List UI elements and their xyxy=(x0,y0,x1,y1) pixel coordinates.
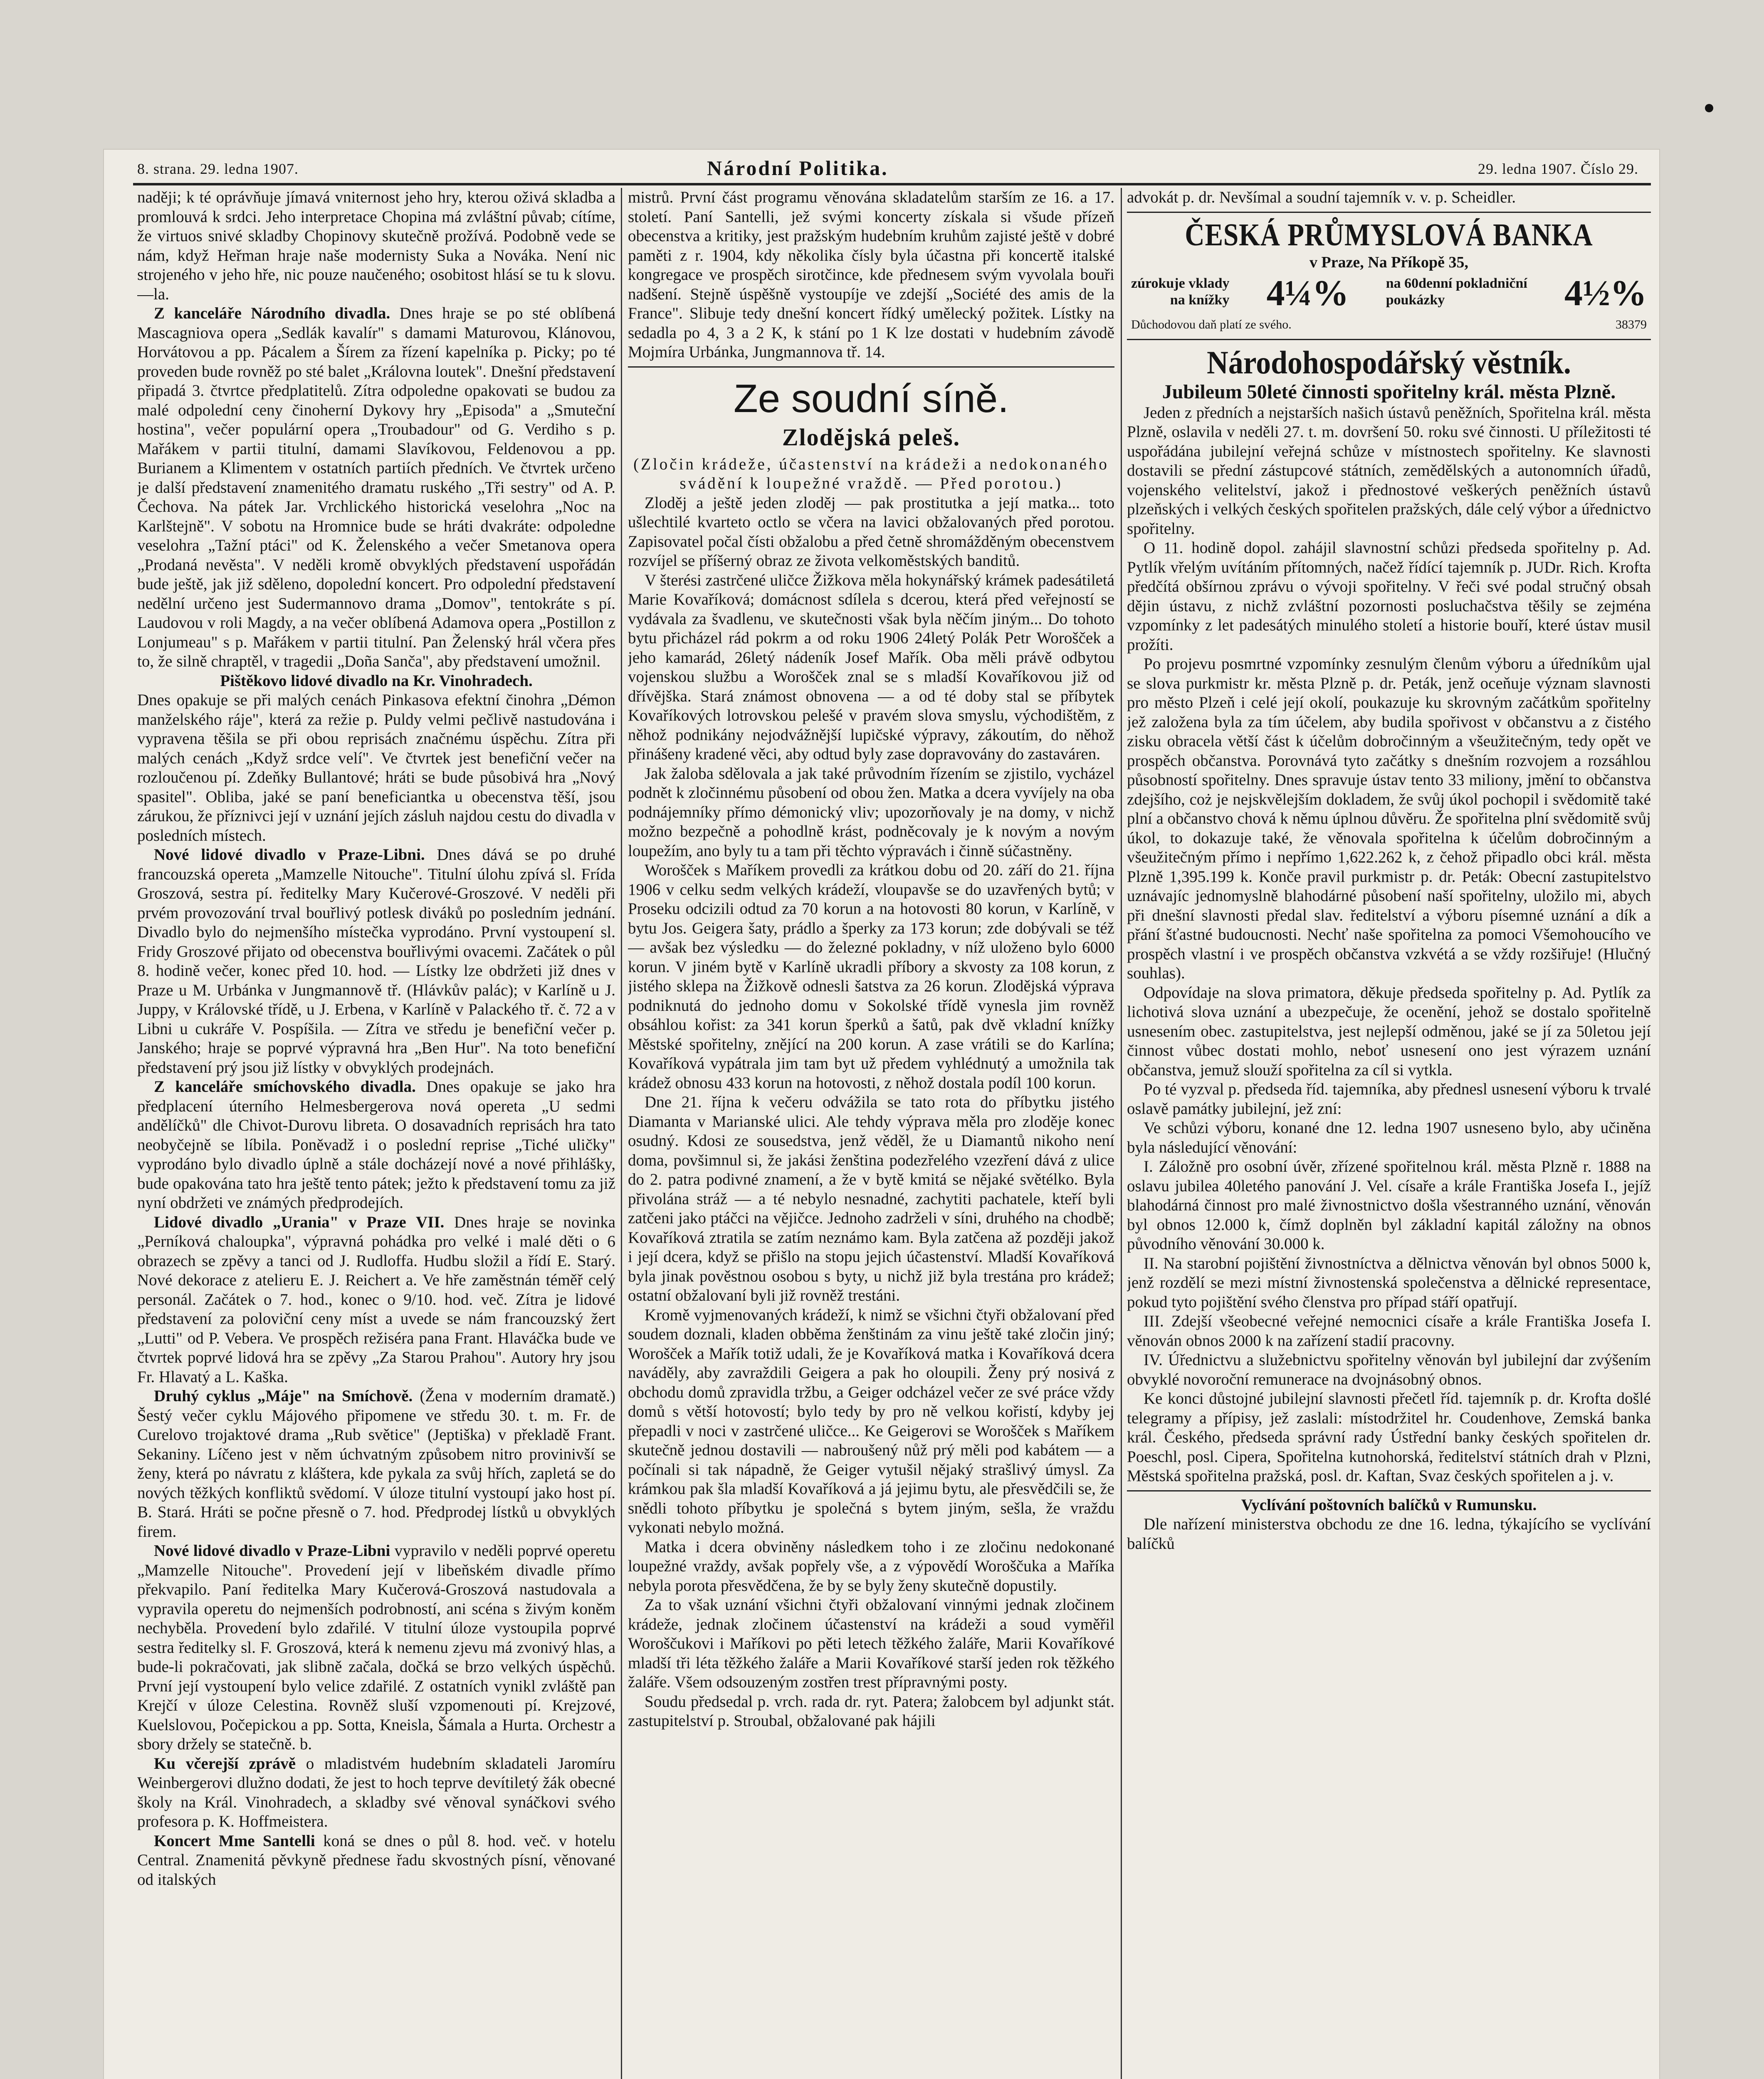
article-lead: (Zločin krádeže, účastenství na krádeži a nedokonaného svádění k loupežné vraždě. — Před porotou.) xyxy=(633,455,1109,492)
section-heading: Lidové divadlo „Urania" v Praze VII. xyxy=(154,1213,445,1231)
masthead: Národní Politika. xyxy=(707,156,889,180)
article-text: O 11. hodině dopol. zahájil slavnostní schůzi předseda spořitelny p. Ad. Pytlík vřelým uvítáním přítomných, načež řídící tajemník p. JUDr. Rich. Krofta předčítá obšírnou zprávu o vývoji spořitelny. V řeči své podal stručný obsah dějin ústavu, z nichž zvláštní pozornosti posluchačstva těšily se zejména vzpomínky z let padesátých minulého století a historie bouří, které ústav musil prožíti. xyxy=(1127,539,1651,654)
article-text: Dle nařízení ministerstva obchodu ze dne 16. ledna, týkajícího se vyclívání balíčků xyxy=(1127,1515,1651,1553)
article-text: o mladistvém hudebním skladateli Jaromíru Weinbergerovi dlužno dodati, že jest to hoch teprve devítiletý žák obecné školy na Král. Vinohradech, a skladby své věnoval synáčkovi svého profesora p. K. Hoffmeistera. xyxy=(137,1754,615,1830)
article-text: Kromě vyjmenovaných krádeží, k nimž se všichni čtyři obžalovaní před soudem doznali, kladen obběma ženštinám za vinu ještě také zločin jiný; Worošček a Mařík totiž udali, že je Kovaříková matka i Kovaříková dcera naváděly, aby zavraždili Geigera a pak ho oloupili. Ženy prý nosivá z obchodu domů zpravidla tržbu, a Geiger odcházel večer ze své práce vždy domů s větší hotovostí; bylo tedy by pro ně velkou kořistí, kdyby jej přepadli v noci v zastrčené uličce... Ke Geigerovi se Worošček s Maříkem skutečně jednou dostavili — nabroušený nůž prý měli pod kabátem — a počínali si tak nápadně, že Geiger vytušil nějaký strašlivý úmysl. Za krámkou pak šla mladší Kovaříková a já jejimu bytu, ale přesvědčili se, že snědli tohoto příbytku je společná s bytem jiným, sešla, že vraždu vykonati nebylo možná. xyxy=(628,1306,1114,1536)
section-heading: Druhý cyklus „Máje" na Smíchově. xyxy=(154,1387,413,1405)
section-title: Ze soudní síně. xyxy=(734,376,1009,421)
section-heading: Ku včerejší zprávě xyxy=(154,1754,296,1773)
section-divider xyxy=(1127,212,1651,213)
article-text: Za to však uznání všichni čtyři obžalovaní vinnými jednak zločinem krádeže, jednak zločinem účastenství na krádeži a soud vyměřil Woroščukovi i Maříkovi po pěti letech těžkého žaláře, Marii Kovaříkové mladší tři léta těžkého žaláře a Marii Kovaříkové starší jeden rok těžkého žaláře. Všem odsouzeným zostřen trest přípravnými posty. xyxy=(628,1596,1114,1691)
section-heading: Nové lidové divadlo v Praze-Libni xyxy=(154,1542,390,1560)
section-divider xyxy=(1127,339,1651,340)
article-text: II. Na starobní pojištění živnostníctva a dělnictva věnován byl obnos 5000 k, jenž rozdělí se mezi místní živnostenská společenstva a dělnické representace, pokud tyto pojištění svého členstva pro případ stáří opatřují. xyxy=(1127,1254,1651,1311)
column-2 xyxy=(628,188,1114,2079)
section-heading: Z kanceláře smíchovského divadla. xyxy=(154,1078,416,1096)
article-text: Worošček s Maříkem provedli za krátkou dobu od 20. září do 21. října 1906 v celku sedm velkých krádeží, vloupavše se do uzavřených bytů; v Proseku odcizili odtud za 70 korun a na hotovosti 80 korun, v Karlíně, v bytu Jos. Geigera šaty, prádlo a šperky za 173 korun; zde dobývali se též — avšak bez výsledku — do železné pokladny, v níž uloženo bylo 6000 korun. V jiném bytě v Karlíně ukradli příbory a skvosty za 108 korun, z jistého sklepa na Žižkově odnesli šatstva za 26 korun. Zlodějská výprava podniknutá do jednoho domu v Sokolské třídě vynesla jim rovněž obsáhlou kořist: za 341 korun šperků a šatů, pak dvě vkladní knížky Městské spořitelny, znějící na 200 korun. A zase vrátili se do Karlína; Kovaříková vypátrala jim tam byt už předem vyhlédnutý a umožnila tak krádež obnosu 433 korun na hotovosti, z něhož dostala podíl 100 korun. xyxy=(628,861,1114,1092)
ad-number: 38379 xyxy=(1616,318,1647,331)
article-text: Ke konci důstojné jubilejní slavnosti přečetl říd. tajemník p. dr. Krofta došlé telegramy a přípisy, jež zaslali: místodržitel hr. Coudenhove, Zemská banka král. Českého, předseda správní rady Ústřední banky českých spořitelen dr. Poeschl, posl. Cipera, Spořitelna kutnohorská, ředitelství státních drah v Plzni, Městská spořitelna pražská, posl. dr. Kaftan, Svaz českých spořitelen a j. v. xyxy=(1127,1390,1651,1485)
article-text: III. Zdejší všeobecné veřejné nemocnici císaře a krále Františka Josefa I. věnován obnos 2000 k na zařízení stadií pracovny. xyxy=(1127,1312,1651,1350)
bond-label-2: poukázky xyxy=(1386,292,1445,308)
article-text: Dnes opakuje se při malých cenách Pinkasova efektní činohra „Démon manželského ráje", která za režie p. Puldy velmi pečlivě nastudována i vypravena těšila se při obou reprisách značnému úspěchu. Zítra při malých cenách „Když srdce velí". Ve čtvrtek jest benefiční večer na rozloučenou pí. Zdeňky Bullantové; hráti se bude působivá hra „Nový spasitel". Obliba, jaké se paní beneficiantka u obecenstva těší, jsou zárukou, že příznivci její v uznání jejích zásluh najdou cestu do divadla v posledních místech. xyxy=(137,691,615,844)
article-text: Zloděj a ještě jeden zloděj — pak prostitutka a její matka... toto ušlechtilé kvarteto octlo se včera na lavici obžalovaných před porotou. Zapisovatel počal čísti obžalobu a před četně shromážděným obecenstvem rozvíjel se příšerný obraz ze života velkoměstských banditů. xyxy=(628,494,1114,570)
bond-rate: 4½% xyxy=(1564,273,1647,314)
article-text: Odpovídaje na slova primatora, děkuje předseda spořitelny p. Ad. Pytlík za lichotivá slova uznání a ubezpečuje, že ocenění, jehož se dostalo spořitelně usnesením obec. zastupitelstva, jest nejlepší odměnou, jaké se jí za 50letou její činnost vůbec dostati mohlo, neboť usnesení ono jest výrazem uznání občanstva, jemuž slouží spořitelna za cíl si vytkla. xyxy=(1127,983,1651,1079)
article-text: Dnes hraje se novinka „Perníková chaloupka", výpravná pohádka pro velké i malé děti o 6 obrazech se zpěvy a tanci od J. Rudloffa. Hudbu složil a řídí E. Starý. Nové dekorace z atelieru E. J. Reichert a. Ve hře zaměstnán téměř celý personál. Začátek o 7. hod., konec o 9/10. hod. več. Zítra je lidové představení za poloviční ceny míst a uvede se nám francouzský žert „Lutti" od P. Vebera. Ve prospěch režiséra pana Frant. Hlaváčka bude ve čtvrtek poprvé lidová hra se zpěvy „Za Starou Prahou". Autory hry jsou Fr. Hlavatý a L. Kaška. xyxy=(137,1213,615,1386)
article-text: I. Záložně pro osobní úvěr, zřízené spořitelnou král. města Plzně r. 1888 na oslavu jubilea 40letého panování J. Vel. císaře a krále Františka Josefa I., jejíž blahodárná činnost pro malé živnostnictvo došla všestranného uznání, věnován byl obnos 12.000 k, čímž doplněn byl základní kapitál záložny na obnos původního věnování 30.000 k. xyxy=(1127,1158,1651,1253)
article-text: Ve schůzi výboru, konané dne 12. ledna 1907 usneseno bylo, aby učiněna byla následující věnování: xyxy=(1127,1119,1651,1156)
article-text: Dnes dává se po druhé francouzská opereta „Mamzelle Nitouche". Titulní úlohu zpívá sl. Frída Groszová, sestra pí. ředitelky Mary Kučerové-Groszové. V neděli při prvém provozování trval bouřlivý potlesk diváků po posledním jednání. Divadlo bylo do nejmenšího místečka vyprodáno. První vystoupení sl. Fridy Groszové přijato od obecenstva bouřlivými ovacemi. Začátek o půl 8. hodině večer, konec před 10. hod. — Lístky lze obdržeti již dnes v Praze u M. Urbánka v Jungmannově tř. (Hlávkův palác); v Karlíně u J. Juppy, v Královské třídě, u J. Erbena, v Karlíně v Palackého tř. č. 72 a v Libni u cukráře V. Pospíšila. — Zítra ve středu je benefiční večer p. Janského; hraje se poprvé výpravná hra „Ben Hur". Na toto benefiční představení prý jsou již lístky v obvyklých prodejnách. xyxy=(137,846,615,1077)
article-text: Jak žaloba sdělovala a jak také průvodním řízením se zjistilo, vycházel podnět k zločinnému působení od obou žen. Matka a dcera vyvíjely na oba podnájemníky přímo démonický vliv; upozorňovaly je na domy, v nichž možno bezpečně a pohodlně krást, podněcovaly je k novým a novým loupežím, ano byly tu a tam při těchto výpravách i činně súčastněny. xyxy=(628,764,1114,860)
column-1 xyxy=(137,188,615,2079)
bank-address: v Praze, Na Příkopě 35, xyxy=(1309,253,1469,271)
article-text: Dnes opakuje se jako hra předplacení úterního Helmesbergerova nová opereta „U sedmi andělíčků" dle Chivot-Durovu libreta. O dosavadních reprisách hra tato neobyčejně se líbila. Poněvadž i o poslední reprise „Tiché uličky" vyprodáno bylo divadlo úplně a stále docházejí nové a nové přihlášky, bude opakována tato hra ještě tento pátek; ježto k představení tomu za již nyní obdržeti ve známých předprodejích. xyxy=(137,1078,615,1212)
article-text: koná se dnes o půl 8. hod. več. v hotelu Central. Znamenitá pěvkyně přednese řadu skvostných písní, věnované od italských xyxy=(137,1832,615,1889)
section-heading: Vyclívání poštovních balíčků v Rumunsku. xyxy=(1241,1496,1537,1514)
section-heading: Z kanceláře Národního divadla. xyxy=(154,304,390,322)
article-text: vypravilo v neděli poprvé operetu „Mamzelle Nitouche". Provedení její v libeňském divadle přímo překvapilo. Paní ředitelka Mary Kučerová-Groszová nastudovala a vypravila operetu do nejmenších podrobností, ani scéna s živým koněm nechyběla. Provedení bylo zdařilé. V titulní úloze vystoupila poprvé sestra ředitelky sl. F. Groszová, která k nemenu zjevu má zvonivý hlas, a bude-li pokračovati, jak slibně začala, dočká se brzo velkých úspěchů. První její vystoupení bylo velice zdařilé. Z ostatních vynikl zvláště pan Krejčí v úloze Celestina. Rovněž sluší vzpomenouti pí. Krejzové, Kuelslovou, Počepickou a pp. Sotta, Kneisla, Šámala a Hurta. Orchestr a sbory držely se statečně. b. xyxy=(137,1542,615,1753)
section-heading: Pištěkovo lidové divadlo na Kr. Vinohradech. xyxy=(220,672,533,690)
section-heading: Nové lidové divadlo v Praze-Libni. xyxy=(154,846,425,864)
article-text: IV. Úřednictvu a služebnictvu spořitelny věnován byl jubilejní dar zvýšením obvyklé novoroční remunerace na dvojnásobný obnos. xyxy=(1127,1351,1651,1388)
deposit-rate: 4¼% xyxy=(1266,273,1349,314)
bond-label: na 60denní pokladniční xyxy=(1386,276,1527,291)
section-divider xyxy=(628,366,1114,368)
header-rule xyxy=(133,183,1651,185)
scan-mark xyxy=(1705,104,1713,112)
article-text: Matka i dcera obviněny následkem toho i ze zločinu nedokonané loupežné vraždy, avšak popřely vše, a z výpovědí Woroščuka a Maříka nebyla porota přesvědčena, že by se byly ženy skutečně dopustily. xyxy=(628,1538,1114,1595)
deposit-label-2: na knížky xyxy=(1170,292,1230,308)
header-right: 29. ledna 1907. Číslo 29. xyxy=(1478,160,1638,177)
article-text: Dne 21. října k večeru odvážila se tato rota do příbytku jistého Diamanta v Marianské ulici. Ale tehdy výprava měla pro zloděje konec osudný. Kdosi ze sousedstva, jenž věděl, že u Diamantů nikoho není doma, povšimnul si, že jakási ženština podezřelého vzezření dává z ulice do 2. patra podivné znamení, a že v bytě kmitá se nějaké světélko. Byla přivolána stráž — a té nebylo nesnadné, zachytiti pachatele, kteří byli zatčeni jako ptáčci na vějičce. Jednoho zadrželi v síni, druhého na chodbě; Kovaříková ztratila se zatím neznámo kam. Byla zatčena až později jakož i její dcera, když se přišlo na stopu jejich účastenství. Mladší Kovaříková byla jinak pověstnou osobou s byty, u nichž již byla trestána pro krádež; ostatní obžalovaní byli již rovněž trestáni. xyxy=(628,1093,1114,1304)
article-text: advokát p. dr. Nevšímal a soudní tajemník v. v. p. Scheidler. xyxy=(1127,188,1516,206)
article-text: V šterési zastrčené uličce Žižkova měla hokynářský krámek padesátiletá Marie Kovaříková; domácnost sdílela s dcerou, která před veřejností se vydávala za švadlenu, ve skutečnosti však byla něčím jiným... Do tohoto bytu přicházel rád pokrm a od roku 1906 24letý Polák Petr Worošček a jeho kamarád, 26letý nádeník Josef Mařík. Oba měli právě odbytou vojenskou službu a Worošček znal se s mladší Kovaříkovou již od dřívějška. Stará známost obnovena — a od té doby stal se příbytek Kovaříkových lotrovskou pelešé v pravém slova smyslu, východištěm, z něhož podnikány nejodvážnější lupičské výpravy, zákoutím, do něhož přinášeny kradené věci, aby odtud byly zase dopravovány do zastaváren. xyxy=(628,571,1114,763)
article-text: Soudu předsedal p. vrch. rada dr. ryt. Patera; žalobcem byl adjunkt stát. zastupitelství p. Stroubal, obžalované pak hájili xyxy=(628,1692,1114,1730)
article-text: naději; k té oprávňuje jímavá vniternost jeho hry, kterou oživá skladba a promlouvá k srdci. Jeho interpretace Chopina má zvláštní půvab; cítíme, že virtuos snivé skladby Chopinovy skutečně prožívá. Podobně vede se nám, když Heřman hraje naše modernisty Suka a Nováka. Není nic strojeného v jeho hře, nic pouze naučeného; osobitost hlásí se tu k slovu. —la. xyxy=(137,188,615,303)
tax-note: Důchodovou daň platí ze svého. xyxy=(1131,318,1292,331)
article-text: (Žena v moderním dramatě.) Šestý večer cyklu Májového připomene ve středu 30. t. m. Fr. de Curelovo trojaktové drama „Rub světice" (Jeptiška) v překladě Frant. Sekaniny. Líčeno jest v něm úchvatným způsobem nitro provinivší se ženy, která po návratu z kláštera, kde pykala za svůj hřích, zapletá se do nových těžkých konfliktů svědomí. V úloze titulní vystoupí jako host pí. B. Stará. Hráti se počne přesně o 7. hod. Předprodej lístků u obvyklých firem. xyxy=(137,1387,615,1541)
section-divider xyxy=(1127,1490,1651,1491)
column-rule-1 xyxy=(621,188,622,2079)
bank-rates xyxy=(1127,272,1651,315)
bank-advertisement xyxy=(1127,217,1651,335)
article-text: Jeden z předních a nejstarších našich ústavů peněžních, Spořitelna král. města Plzně, oslavila v neděli 27. t. m. dovršení 50. roku své činnosti. U příležitosti té uspořádána jubilejní veřejná schůze v místnostech spořitelny. Ke slavnosti dostavili se přední zástupcové státních, zemědělských a autonomních úřadů, vojenského velitelství, jakož i přednostové veškerých peněžních ústavů plzeňských i velkých českých spořitelen pražských, dále celý výbor a úřednictvo spořitelny. xyxy=(1127,403,1651,538)
bank-name: ČESKÁ PRŮMYSLOVÁ BANKA xyxy=(1185,217,1593,252)
section-title: Národohospodářský věstník. xyxy=(1207,344,1571,380)
section-heading: Koncert Mme Santelli xyxy=(154,1832,315,1850)
article-title: Zlodějská peleš. xyxy=(782,423,961,451)
article-text: Dnes hraje se po sté oblíbená Mascagniova opera „Sedlák kavalír" s damami Maturovou, Klánovou, Horvátovou a pp. Pácalem a Šírem za řízení kapelníka p. Picky; po té proveden bude rovněž po sté balet „Královna loutek". Dnešní představení připadá 3. čtvrtce předplatitelů. Zítra odpoledne opakovati se budou za malé odpolední ceny činoherní Dykovy hry „Episoda" a „Smuteční hostina", večer populární opera „Troubadour" od G. Verdiho s p. Mařákem v partii titulní, damami Slavíkovou, Feldenovou a pp. Burianem a Klimentem v ostatních partiích předních. Ve čtvrtek určeno je další představení znamenitého dramatu ruského „Tři sestry" od A. P. Čechova. Na pátek Jar. Vrchlického historická veselohra „Noc na Karlštejně". V sobotu na Hromnice bude se hráti dvakráte: odpoledne veselohra „Tažní ptáci" od K. Želenského a večer Smetanova opera „Prodaná nevěsta". V neděli kromě obvyklých představení uspořádán bude ještě, jak již sděleno, dopolední koncert. Pro odpolední představení nedělní určeno jest Sudermannovo drama „Domov", tentokráte s pí. Laudovou v roli Magdy, a na večer oblíbená Adamova opera „Postillon z Lonjumeau" s p. Mařákem v partii titulní. Pan Želenský hrál včera přes to, že silně chraptěl, v tragedii „Doña Sanča", aby představení umožnil. xyxy=(137,304,615,670)
article-title: Jubileum 50leté činnosti spořitelny král. města Plzně. xyxy=(1162,380,1616,403)
page-header xyxy=(137,156,1651,185)
column-3 xyxy=(1127,188,1651,2079)
column-rule-2 xyxy=(1121,188,1122,2079)
article-text: Po té vyzval p. předseda říd. tajemníka, aby přednesl usnesení výboru k trvalé oslavě památky jubilejní, jež zní: xyxy=(1127,1080,1651,1118)
article-text: mistrů. První část programu věnována skladatelům starším ze 16. a 17. století. Paní Santelli, jež svými koncerty získala si všude přízeň obecenstva a kritiky, jest pražským hudebním kruhům zajisté ještě v dobré paměti z r. 1904, kdy několika čísly byla účastna při koncertě italské kongregace ve prospěch sirotčince, kde přednesem svým vyvolala bouři nadšení. Stejně úspěšně vystoupíje ve zdejší „Société des amis de la France". Slibuje tedy dnešní koncert řídký umělecký požitek. Lístky na sedadla po 4, 3 a 2 K, k stání po 1 K lze dostati v hudebním závodě Mojmíra Urbánka, Jungmannova tř. 14. xyxy=(628,188,1114,361)
deposit-label: zúrokuje vklady xyxy=(1131,276,1230,291)
article-text: Po projevu posmrtné vzpomínky zesnulým členům výboru a úředníkům ujal se slova purkmistr kr. města Plzně p. dr. Peták, jenž oceňuje význam slavnosti pro město Plzeň i celé její okolí, poukazuje ku skrovným začátkům spořitelny jež založena byla za tím účelem, aby budila spořivost v občanstvu a z čistého zisku obracela větší část k účelům dobročinným a všeužitečným, tedy opět ve prospěch občanstva. Porovnává tyto začátky s dnešním rozvojem a rozsáhlou působností spořitelny. Dnes spravuje ústav tento 33 miliony, jmění to občanstva zdejšího, coż je nejskvělejším dokladem, že svůj úkol pochopil i svědomitě také plní a občanstvo chová k němu úplnou důvěru. Že spořitelna plní svědomitě svůj úkol, to dokazuje také, že věnovala spořitelna k účelům dobročinným a všeužitečným přímo i nepřímo 1,622.262 k, z čehož připadlo obci král. města Plzně 1,395.199 k. Konče pravil purkmistr p. dr. Peták: Obecní zastupitelstvo uznávajíc jednomyslně blahodárné působení naší spořitelny, uložilo mi, abych při dnešní slavnosti předal slav. ředitelství a výboru písemné uznání a dík a přání šťastné budoucnosti. Nechť naše spořitelna za pomoci Všemohoucího ve prospěch vlastní i ve prospěch občanstva vzkvétá a se vždy rozšiřuje! (Hlučný souhlas). xyxy=(1127,655,1651,982)
header-left: 8. strana. 29. ledna 1907. xyxy=(137,160,299,177)
